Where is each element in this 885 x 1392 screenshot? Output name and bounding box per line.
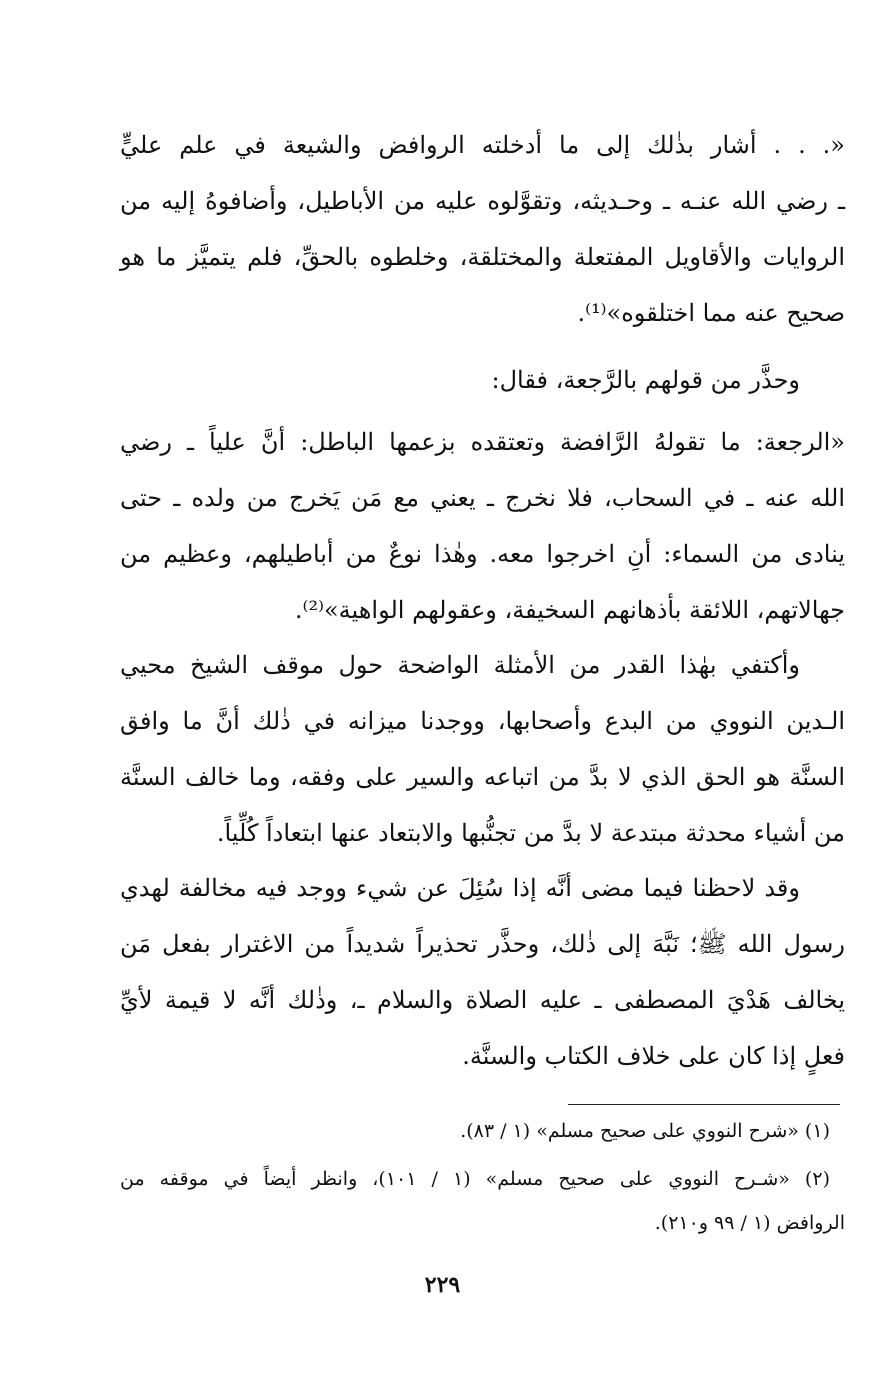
- paragraph-5: [120, 873, 845, 1083]
- text-line: وقد لاحظنا فيما مضى أنَّه إذا سُئِلَ عن شيء ووجد فيه مخالفة لهدي: [120, 874, 800, 902]
- footnote-1: (١) «شرح النووي على صحيح مسلم» (١ / ٨٣).: [460, 1120, 830, 1142]
- text-line: «الرجعة: ما تقولهُ الرَّافضة وتعتقده بزعمها الباطل: أنَّ علياً ـ رضي: [120, 428, 845, 456]
- text-line: جهالاتهم، اللائقة بأذهانهم السخيفة، وعقولهم الواهية»⁽²⁾.: [294, 596, 845, 624]
- text-line: ينادى من السماء: أنِ اخرجوا معه. وهٰذا نوعٌ من أباطيلهم، وعظيم من: [120, 540, 845, 568]
- text-line: من أشياء محدثة مبتدعة لا بدَّ من تجنُّبها والابتعاد عنها ابتعاداً كُلِّياً.: [216, 819, 845, 847]
- text-line: وحذَّر من قولهم بالرَّجعة، فقال:: [491, 366, 800, 394]
- footnotes: [120, 1118, 845, 1248]
- text-line: وأكتفي بهٰذا القدر من الأمثلة الواضحة حول موقف الشيخ محيي: [120, 651, 800, 679]
- text-line: صحيح عنه مما اختلقوه»⁽¹⁾.: [577, 299, 845, 327]
- footnote-2-continuation: الروافض (١ / ٩٩ و٢١٠).: [654, 1212, 845, 1234]
- paragraph-1: [120, 130, 845, 340]
- text-line: الروايات والأقاويل المفتعلة والمختلقة، وخلطوه بالحقِّ، فلم يتميَّز ما هو: [120, 243, 845, 271]
- paragraph-3: [120, 427, 845, 637]
- text-line: يخالف هَدْيَ المصطفى ـ عليه الصلاة والسلام ـ، وذٰلك أنَّه لا قيمة لأيِّ: [120, 986, 845, 1014]
- paragraph-2: [120, 365, 845, 405]
- text-line: «. . . أشار بذٰلك إلى ما أدخلته الروافض والشيعة في علم عليٍّ: [120, 131, 845, 159]
- footnote-separator: [568, 1104, 840, 1105]
- text-line: رسول الله ﷺ؛ نَبَّهَ إلى ذٰلك، وحذَّر تحذيراً شديداً من الاغترار بفعل مَن: [120, 930, 845, 958]
- text-line: ـ رضي الله عنـه ـ وحـديثه، وتقوَّلوه عليه من الأباطيل، وأضافوهُ إليه من: [120, 187, 845, 215]
- text-line: الله عنه ـ في السحاب، فلا نخرج ـ يعني مع مَن يَخرج من ولده ـ حتى: [120, 484, 845, 512]
- page-number: ٢٢٩: [424, 1272, 461, 1298]
- text-line: السنَّة هو الحق الذي لا بدَّ من اتباعه والسير على وفقه، وما خالف السنَّة: [120, 763, 846, 791]
- paragraph-4: [120, 650, 845, 860]
- text-line: فعلٍ إذا كان على خلاف الكتاب والسنَّة.: [462, 1042, 845, 1070]
- text-line: الـدين النووي من البدع وأصحابها، ووجدنا ميزانه في ذٰلك أنَّ ما وافق: [120, 707, 845, 735]
- footnote-2: (٢) «شـرح النووي على صحيح مسلم» (١ / ١٠١)، وانظر أيضاً في موقفه من: [120, 1168, 830, 1190]
